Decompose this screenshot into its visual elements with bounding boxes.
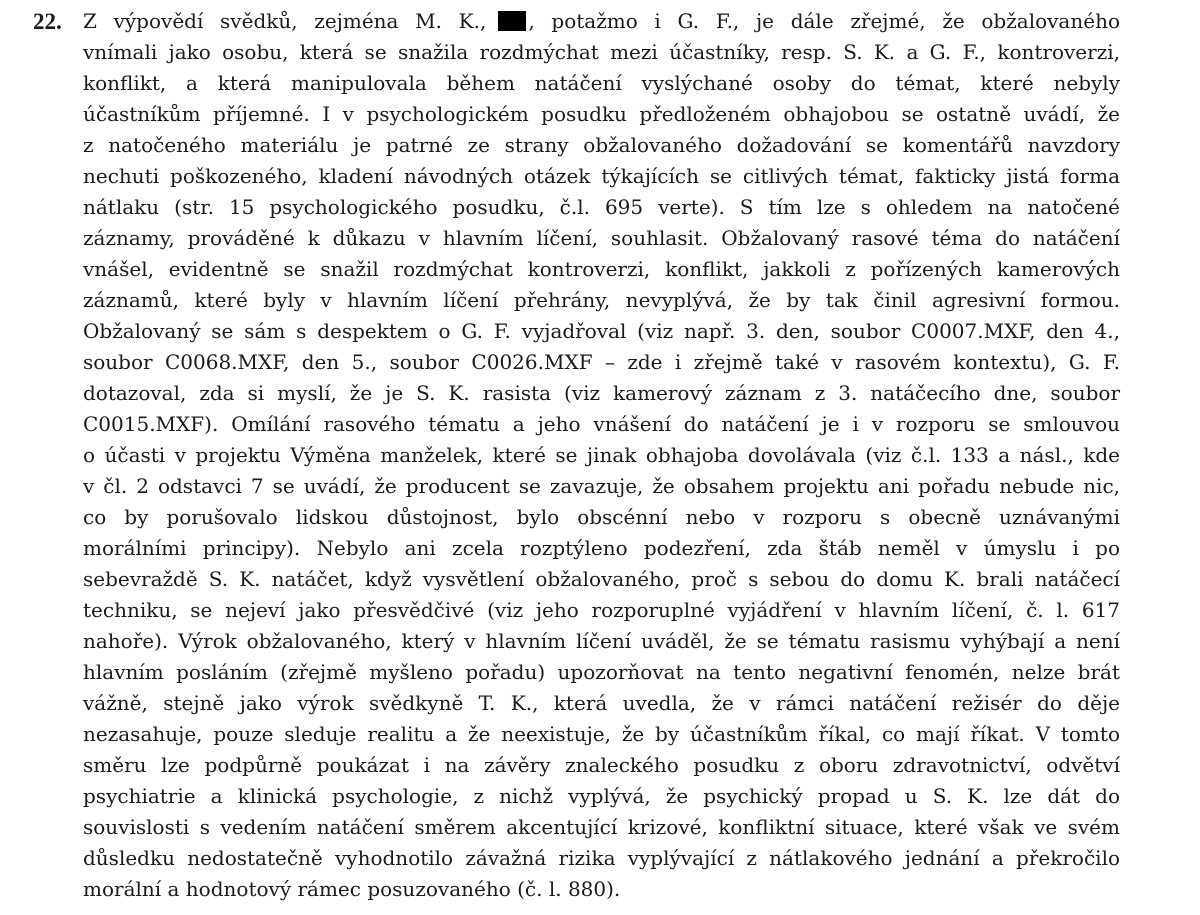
text-line: vnášel, evidentně se snažil rozdmýchat kontroverzi, konflikt, jakkoli z pořízených kamerových [83,257,1120,281]
text-line: účastníkům příjemné. I v psychologickém posudku předloženém obhajobou se ostatně uvádí, že [83,102,1120,126]
text-line: sebevraždě S. K. natáčet, když vysvětlení obžalovaného, proč s sebou do domu K. brali natáčecí [83,567,1120,591]
text-line: hlavním posláním (zřejmě myšleno pořadu) upozorňovat na tento negativní fenomén, nelze brát [83,660,1120,684]
redaction-box [498,11,526,31]
text-line: nahoře). Výrok obžalovaného, který v hlavním líčení uváděl, že se tématu rasismu vyhýbají a není [83,629,1120,653]
text-line: C0015.MXF). Omílání rasového tématu a jeho vnášení do natáčení je i v rozporu se smlouvou [83,412,1120,436]
text-line: směru lze podpůrně poukázat i na závěry znaleckého posudku z oboru zdravotnictví, odvětví [83,753,1120,777]
text-line: konflikt, a která manipulovala během natáčení vyslýchané osoby do témat, které nebyly [83,71,1120,95]
paragraph-number: 22. [33,9,62,34]
text-line: o účasti v projektu Výměna manželek, které se jinak obhajoba dovolávala (viz č.l. 133 a násl., kde [83,443,1120,467]
text-line: techniku, se nejeví jako přesvědčivé (viz jeho rozporuplné vyjádření v hlavním líčení, č. l. 617 [83,598,1120,622]
text-line: nezasahuje, pouze sleduje realitu a že neexistuje, že by účastníkům říkal, co mají říkat. V tomto [83,722,1120,746]
text-line: soubor C0068.MXF, den 5., soubor C0026.MXF – zde i zřejmě také v rasovém kontextu), G. F. [83,350,1120,374]
text-line: co by porušovalo lidskou důstojnost, bylo obscénní nebo v rozporu s obecně uznávanými [83,505,1120,529]
text-line: z natočeného materiálu je patrné ze strany obžalovaného dožadování se komentářů navzdory [83,133,1120,157]
text-line: morálními principy). Nebylo ani zcela rozptýleno podezření, zda štáb neměl v úmyslu i po [83,536,1120,560]
text-line: záznamů, které byly v hlavním líčení přehrány, nevyplývá, že by tak činil agresivní formou. [83,288,1120,312]
text-line: vnímali jako osobu, která se snažila rozdmýchat mezi účastníky, resp. S. K. a G. F., kontroverzi, [83,40,1120,64]
text-line: psychiatrie a klinická psychologie, z nichž vyplývá, že psychický propad u S. K. lze dát do [83,784,1120,808]
text-line-last: morální a hodnotový rámec posuzovaného (č. l. 880). [83,877,621,901]
text-line: vážně, stejně jako výrok svědkyně T. K., která uvedla, že v rámci natáčení režisér do děje [83,691,1120,715]
text-line: Obžalovaný se sám s despektem o G. F. vyjadřoval (viz např. 3. den, soubor C0007.MXF, den 4., [83,319,1120,343]
text-line: dotazoval, zda si myslí, že je S. K. rasista (viz kamerový záznam z 3. natáčecího dne, soubor [83,381,1120,405]
paragraph-body [83,6,1120,905]
text-line-part-after-redaction: , potažmo i G. F., je dále zřejmé, že obžalovaného [528,9,1120,33]
text-line [83,6,1120,37]
text-line-part-before-redaction: Z výpovědí svědků, zejména M. K., [83,9,487,33]
text-line: souvislosti s vedením natáčení směrem akcentující krizové, konfliktní situace, které však ve svém [83,815,1120,839]
text-line: v čl. 2 odstavci 7 se uvádí, že producent se zavazuje, že obsahem projektu ani pořadu nebude nic, [83,474,1120,498]
text-line: záznamy, prováděné k důkazu v hlavním líčení, souhlasit. Obžalovaný rasové téma do natáčení [83,226,1120,250]
text-line: nechuti poškozeného, kladení návodných otázek týkajících se citlivých témat, fakticky jistá forma [83,164,1120,188]
text-line: nátlaku (str. 15 psychologického posudku, č.l. 695 verte). S tím lze s ohledem na natočené [83,195,1120,219]
text-line: důsledku nedostatečně vyhodnotilo závažná rizika vyplývající z nátlakového jednání a překročilo [83,846,1120,870]
